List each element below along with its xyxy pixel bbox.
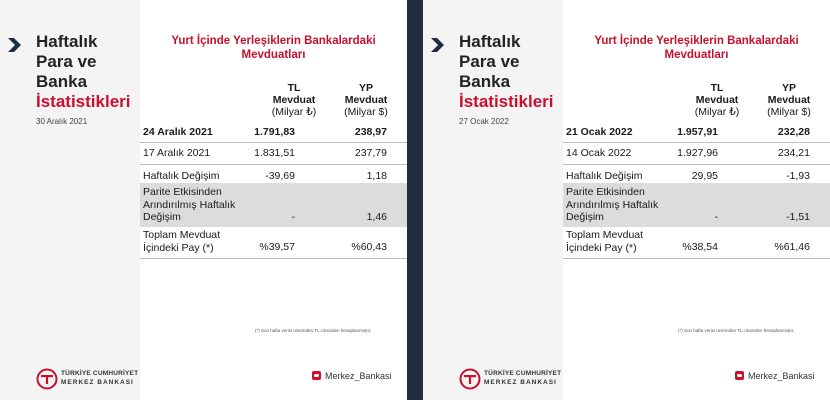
deposit-table-card: Yurt İçinde Yerleşiklerin Bankalardaki Mevduatları TL Mevduat (Milyar ₺) YP Mevduat (Milyar $) 21 Ocak 2022 1.957,91 232,28 14 Ocak 2022 1.927,96 234,21 Haftalık Değişim 29,95 -1,93 Parite Etkisinden Arındırılmış Haftalık Değişim - -1,51 Toplam Mevduat İçindeki Pay (*) %38,54 %61,46 (*) Son hafta verisi üzerinden TL cinsinden hesaplanmıştır. Merkez_Bankasi: [563, 0, 830, 400]
column-header-yp: YP Mevduat (Milyar $): [767, 82, 811, 118]
publish-date: 30 Aralık 2021: [36, 117, 88, 126]
twitter-icon: [312, 371, 321, 380]
footnote: (*) Son hafta verisi üzerinden TL cinsinden hesaplanmıştır.: [255, 328, 372, 333]
twitter-handle[interactable]: Merkez_Bankasi: [735, 371, 815, 381]
tcmb-logo: [459, 366, 563, 394]
tcmb-emblem-icon: [459, 368, 481, 390]
row-divider: [563, 164, 830, 165]
row-divider: [140, 142, 407, 143]
logo-text-line1: TÜRKİYE CUMHURİYET: [61, 370, 139, 377]
row-divider: [563, 142, 830, 143]
page-title: Haftalık Para ve Banka İstatistikleri: [459, 32, 554, 111]
chevron-right-icon: [431, 38, 447, 52]
twitter-icon: [735, 371, 744, 380]
twitter-handle[interactable]: Merkez_Bankasi: [312, 371, 392, 381]
slide-gap: [407, 0, 423, 400]
logo-text-line1: TÜRKİYE CUMHURİYET: [484, 370, 562, 377]
row-divider: [140, 164, 407, 165]
table-heading: Yurt İçinde Yerleşiklerin Bankalardaki Mevduatları: [594, 35, 799, 61]
logo-text-line2: MERKEZ BANKASI: [484, 379, 557, 386]
row-divider: [140, 258, 407, 259]
publish-date: 27 Ocak 2022: [459, 117, 509, 126]
tcmb-logo: [36, 366, 140, 394]
row-divider: [563, 258, 830, 259]
footnote: (*) Son hafta verisi üzerinden TL cinsinden hesaplanmıştır.: [678, 328, 795, 333]
logo-text-line2: MERKEZ BANKASI: [61, 379, 134, 386]
page-title: Haftalık Para ve Banka İstatistikleri: [36, 32, 131, 111]
column-header-tl: TL Mevduat (Milyar ₺): [694, 82, 740, 118]
deposit-table-card: Yurt İçinde Yerleşiklerin Bankalardaki Mevduatları TL Mevduat (Milyar ₺) YP Mevduat (Milyar $) 24 Aralık 2021 1.791,83 238,97 17 Aralık 2021 1.831,51 237,79 Haftalık Değişim -39,69 1,18 Parite Etkisinden Arındırılmış Haftalık Değişim - 1,46 Toplam Mevduat İçindeki Pay (*) %39,57 %60,43 (*) Son hafta verisi üzerinden TL cinsinden hesaplanmıştır. Merkez_Bankasi: [140, 0, 407, 400]
sidebar: [0, 0, 140, 400]
tcmb-emblem-icon: [36, 368, 58, 390]
panel-weekly-stats-2: [423, 0, 830, 400]
panel-weekly-stats-1: [0, 0, 407, 400]
column-header-tl: TL Mevduat (Milyar ₺): [271, 82, 317, 118]
chevron-right-icon: [8, 38, 24, 52]
column-header-yp: YP Mevduat (Milyar $): [344, 82, 388, 118]
sidebar: [423, 0, 563, 400]
table-heading: Yurt İçinde Yerleşiklerin Bankalardaki Mevduatları: [171, 35, 376, 61]
